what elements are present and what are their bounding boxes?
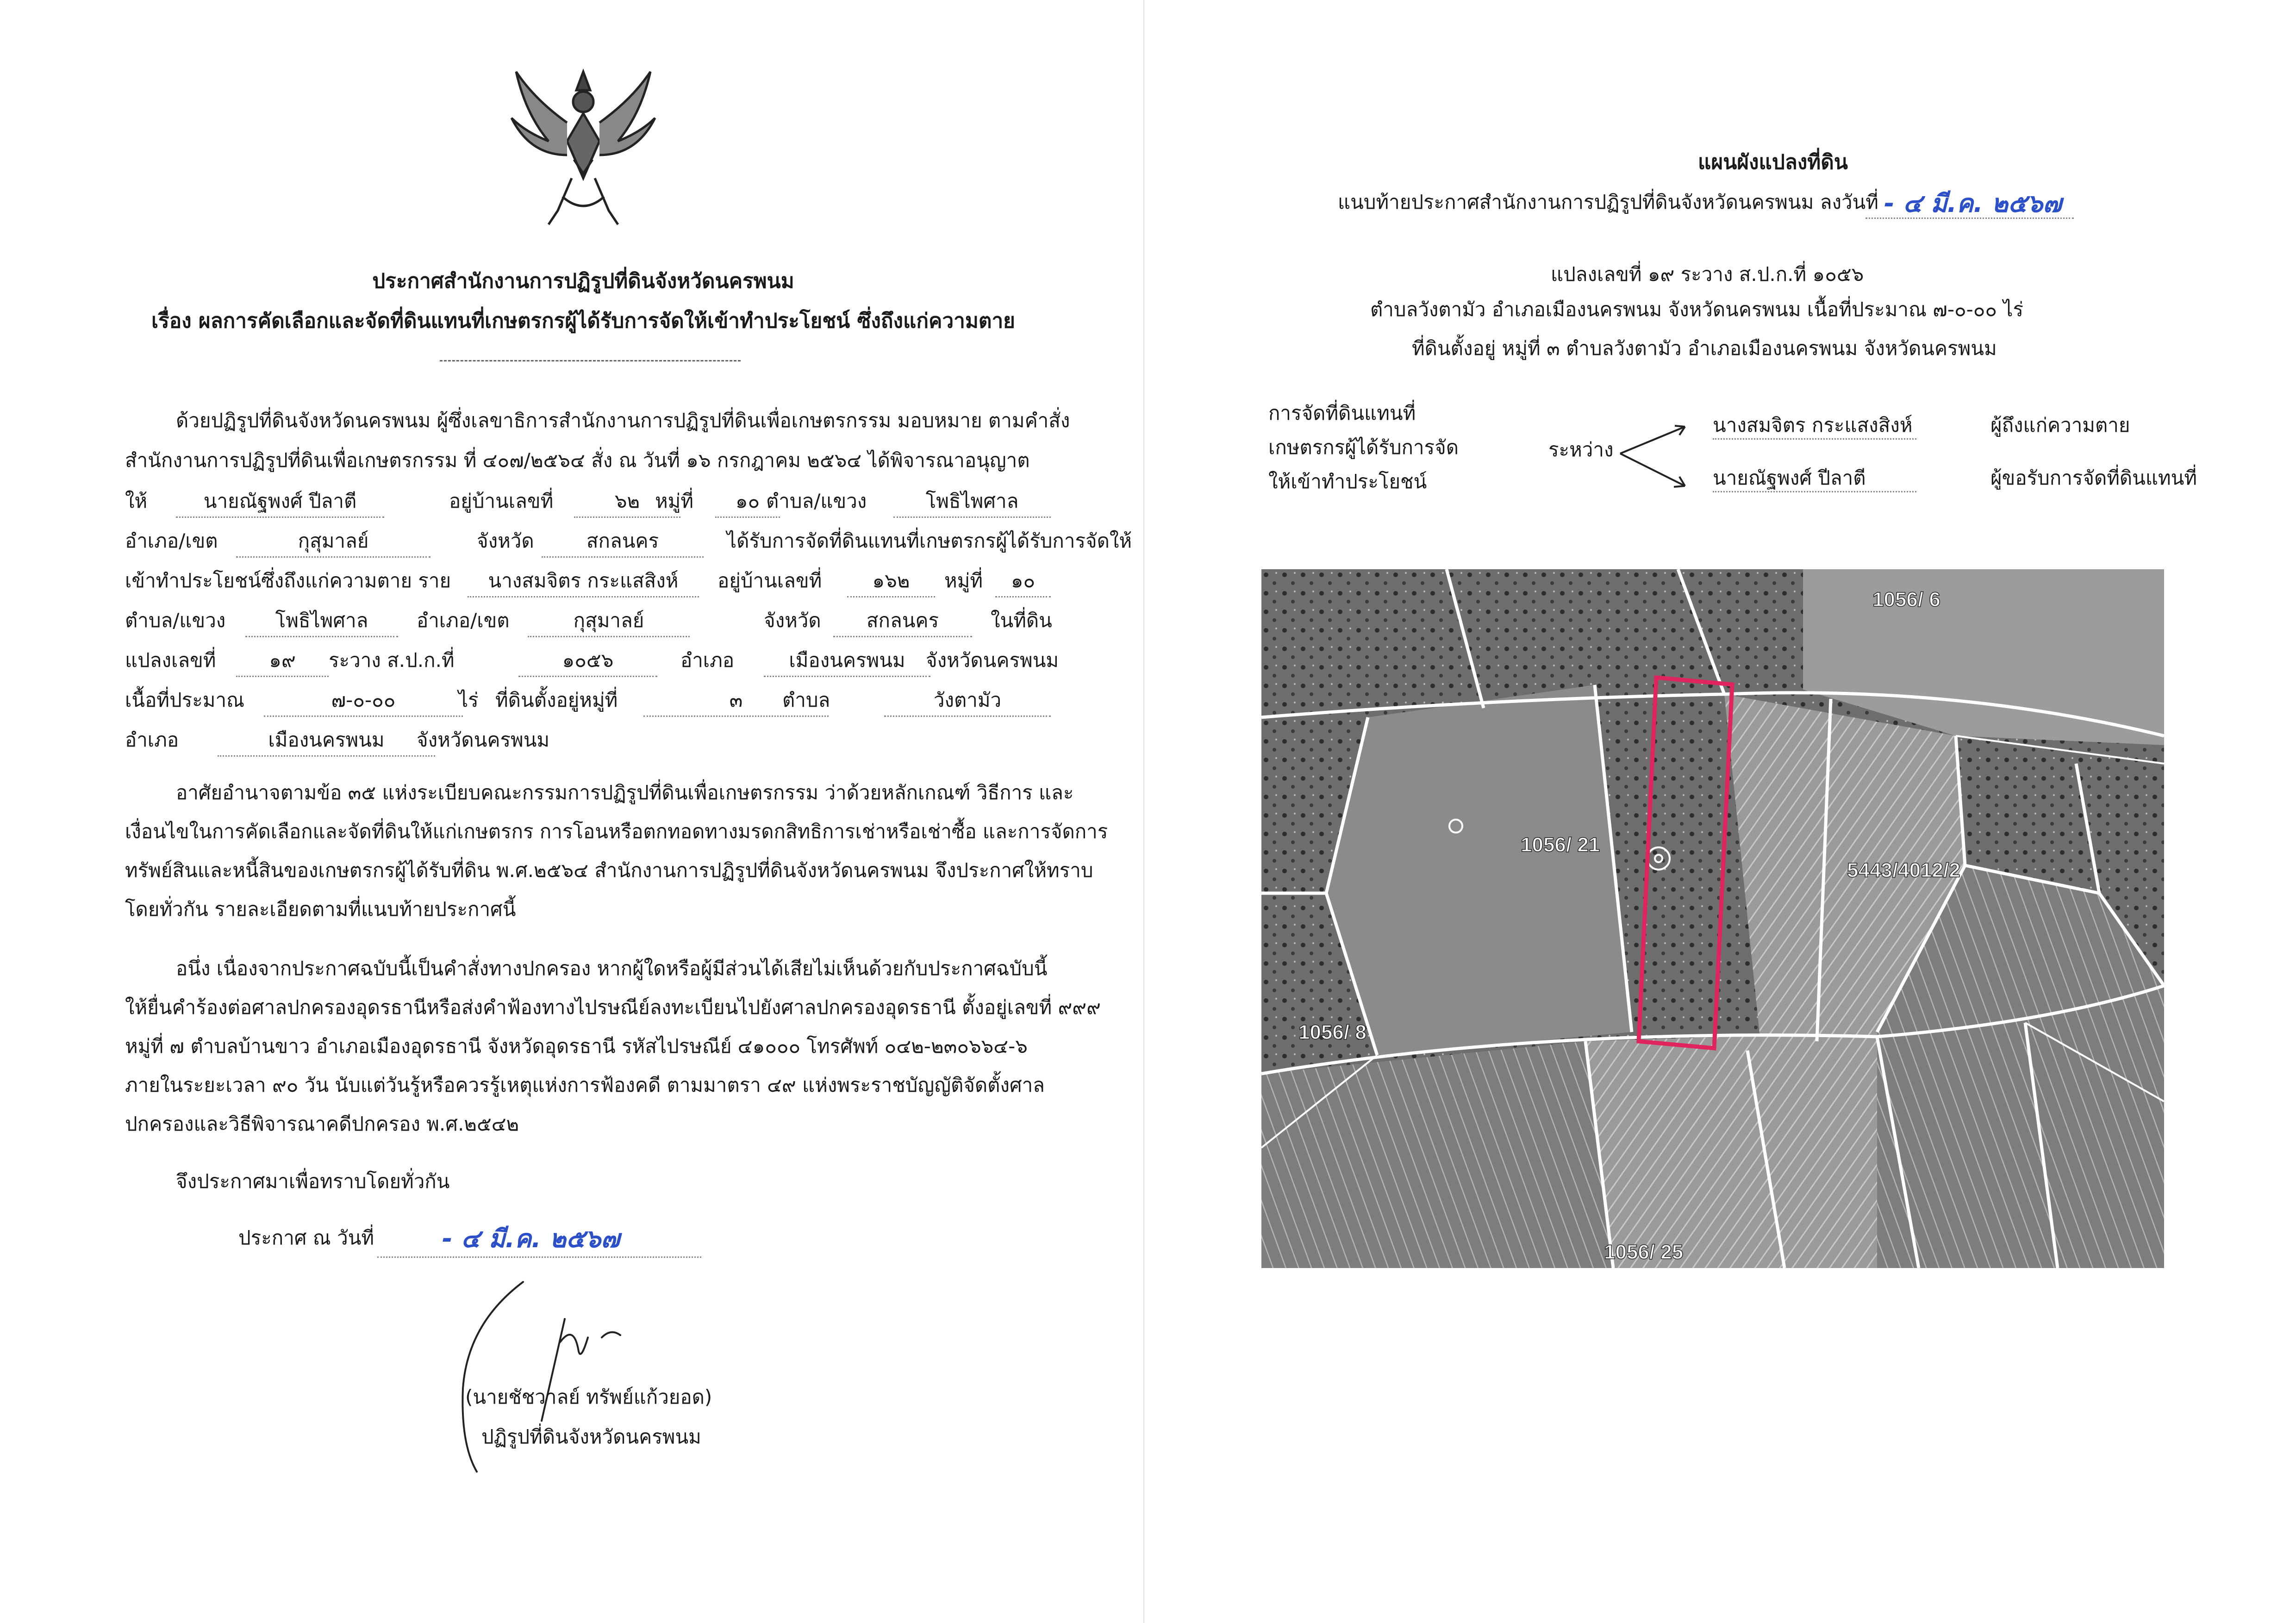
para1-line1: ด้วยปฏิรูปที่ดินจังหวัดนครพนม ผู้ซึ่งเลขาธิการสำนักงานการปฏิรูปที่ดินเพื่อเกษตรกรรม มอบหมาย ตามคำสั่ง — [176, 409, 1070, 432]
applicant-role: ผู้ขอรับการจัดที่ดินแทนที่ — [1990, 466, 2197, 489]
para1-line2: สำนักงานการปฏิรูปที่ดินเพื่อเกษตรกรรม ที่ ๔๐๗/๒๕๖๔ สั่ง ณ วันที่ ๑๖ กรกฎาคม ๒๕๖๔ ได้พิจารณาอนุญาต — [125, 449, 1030, 472]
para3-line5: ปกครองและวิธีพิจารณาคดีปกครอง พ.ศ.๒๕๔๒ — [125, 1113, 519, 1135]
aerial-plot-map — [1261, 569, 2164, 1268]
map-label-5443: 5443/4012/2 — [1847, 859, 1960, 882]
deceased-name: นางสมจิตร กระแสสิงห์ — [468, 566, 699, 597]
allocation-label-3: ให้เข้าทำประโยชน์ — [1268, 470, 1427, 493]
deceased-moo: ๑๐ — [995, 566, 1051, 597]
header-divider — [440, 360, 741, 361]
deceased-amphoe: กุสุมาลย์ — [528, 605, 690, 637]
plot-amphoe-2: เมืองนครพนม — [218, 725, 435, 757]
para3-line1: อนึ่ง เนื่องจากประกาศฉบับนี้เป็นคำสั่งทางปกครอง หากผู้ใดหรือผู้มีส่วนได้เสียไม่เห็นด้วยกับประกาศฉบับนี้ — [176, 957, 1048, 980]
form-line-plot-amphoe: อำเภอ เมืองนครพนม จังหวัดนครพนม — [125, 725, 1051, 752]
para3-line2: ให้ยื่นคำร้องต่อศาลปกครองอุดรธานีหรือส่งคำฟ้องทางไปรษณีย์ลงทะเบียนไปยังศาลปกครองอุดรธานี ตั้งอยู่เลขที่ ๙๙๙ — [125, 996, 1101, 1019]
recipient-tambon: โพธิไพศาล — [893, 486, 1051, 518]
plot-area: ๗-๐-๐๐ — [264, 685, 463, 717]
map-label-1056-6: 1056/ 6 — [1872, 588, 1940, 611]
form-line-plot: แปลงเลขที่ ๑๙ ระวาง ส.ป.ก.ที่ ๑๐๕๖ อำเภอ เมืองนครพนม จังหวัดนครพนม — [125, 645, 1051, 673]
deceased-name-field — [1713, 413, 1916, 440]
deceased-name-handwritten: นางสมจิตร กระแสงสิงห์ — [1713, 414, 1913, 436]
map-label-1056-8: 1056/ 8 — [1298, 1021, 1366, 1044]
page-separator — [1143, 0, 1144, 1623]
plot-sheet-line: แปลงเลขที่ ๑๙ ระวาง ส.ป.ก.ที่ ๑๐๕๖ — [1551, 263, 1864, 286]
form-line-deceased: เข้าทำประโยชน์ซึ่งถึงแก่ความตาย ราย นางสมจิตร กระแสสิงห์ อยู่บ้านเลขที่ ๑๖๒ หมู่ที่ ๑๐ — [125, 566, 1051, 593]
para2-line3: ทรัพย์สินและหนี้สินของเกษตรกรผู้ได้รับที่ดิน พ.ศ.๒๕๖๔ สำนักงานการปฏิรูปที่ดินจังหวัดนครพนม จึงประกาศให้ทราบ — [125, 859, 1093, 882]
deceased-tambon: โพธิไพศาล — [245, 605, 398, 637]
deceased-role: ผู้ถึงแก่ความตาย — [1990, 414, 2130, 436]
form-line-area: เนื้อที่ประมาณ ๗-๐-๐๐ ไร่ ที่ดินตั้งอยู่หมู่ที่ ๓ ตำบล วังตามัว — [125, 685, 1051, 713]
annex-date-handwritten: - ๔ มี.ค. ๒๕๖๗ — [1884, 189, 2062, 218]
form-line-recipient: ให้ นายณัฐพงศ์ ปีลาตี อยู่บ้านเลขที่ ๖๒ หมู่ที่ ๑๐ ตำบล/แขวง โพธิไพศาล — [125, 486, 1051, 514]
garuda-emblem-icon — [507, 62, 660, 234]
form-line-deceased-location: ตำบล/แขวง โพธิไพศาล อำเภอ/เขต กุสุมาลย์ จังหวัด สกลนคร ในที่ดิน — [125, 605, 1051, 633]
deceased-province: สกลนคร — [833, 605, 972, 637]
para2-line4: โดยทั่วกัน รายละเอียดตามที่แนบท้ายประกาศนี้ — [125, 898, 516, 920]
para2-line1: อาศัยอำนาจตามข้อ ๓๕ แห่งระเบียบคณะกรรมการปฏิรูปที่ดินเพื่อเกษตรกรรม ว่าด้วยหลักเกณฑ์ วิธีการ และ — [176, 781, 1074, 804]
plot-location-line: ตำบลวังตามัว อำเภอเมืองนครพนม จังหวัดนครพนม เนื้อที่ประมาณ ๗-๐-๐๐ ไร่ — [1370, 298, 2024, 321]
form-line-recipient-location: อำเภอ/เขต กุสุมาลย์ จังหวัด สกลนคร ได้รับการจัดที่ดินแทนที่เกษตรกรผู้ได้รับการจัดให้ — [125, 526, 1051, 553]
plot-amphoe: เมืองนครพนม — [764, 645, 930, 677]
allocation-label-1: การจัดที่ดินแทนที่ — [1268, 402, 1416, 424]
announce-date-handwritten: - ๔ มี.ค. ๒๕๖๗ — [442, 1224, 620, 1253]
announce-date-label: ประกาศ ณ วันที่ — [238, 1226, 374, 1249]
allocation-label-2: เกษตรกรผู้ได้รับการจัด — [1268, 436, 1459, 459]
branch-arrows-icon — [1616, 417, 1708, 500]
plot-site-line: ที่ดินตั้งอยู่ หมู่ที่ ๓ ตำบลวังตามัว อำเภอเมืองนครพนม จังหวัดนครพนม — [1412, 337, 1997, 360]
recipient-name: นายณัฐพงศ์ ปีลาตี — [176, 486, 384, 518]
signer-name: (นายชัชวาลย์ ทรัพย์แก้วยอด) — [465, 1386, 712, 1408]
signer-title: ปฏิรูปที่ดินจังหวัดนครพนม — [481, 1425, 701, 1448]
para3-line4: ภายในระยะเวลา ๙๐ วัน นับแต่วันรู้หรือควรรู้เหตุแห่งการฟ้องคดี ตามมาตรา ๔๙ แห่งพระราชบัญญัติจัดตั้งศาล — [125, 1074, 1045, 1096]
plot-number: ๑๙ — [236, 645, 329, 677]
plot-tambon: วังตามัว — [884, 685, 1051, 717]
recipient-moo: ๑๐ — [715, 486, 780, 518]
annex-date-field — [1866, 185, 2074, 219]
closing-text: จึงประกาศมาเพื่อทราบโดยทั่วกัน — [176, 1170, 450, 1193]
deceased-house-no: ๑๖๒ — [847, 566, 935, 597]
recipient-amphoe: กุสุมาลย์ — [236, 526, 430, 558]
recipient-province: สกลนคร — [542, 526, 704, 558]
annex-label: แนบท้ายประกาศสำนักงานการปฏิรูปที่ดินจังหวัดนครพนม ลงวันที่ — [1338, 191, 1878, 213]
announce-date-field — [377, 1215, 701, 1258]
announcement-subject: เรื่อง ผลการคัดเลือกและจัดที่ดินแทนที่เกษตรกรผู้ได้รับการจัดให้เข้าทำประโยชน์ ซึ่งถึงแก่ความตาย — [151, 309, 1015, 333]
plot-sheet: ๑๐๕๖ — [518, 645, 657, 677]
map-label-1056-25: 1056/ 25 — [1604, 1241, 1684, 1263]
applicant-name-field — [1713, 466, 1916, 492]
map-label-1056-21: 1056/ 21 — [1521, 833, 1600, 856]
applicant-name-handwritten: นายณัฐพงศ์ ปีลาตี — [1713, 466, 1866, 489]
para3-line3: หมู่ที่ ๗ ตำบลบ้านขาว อำเภอเมืองอุดรธานี จังหวัดอุดรธานี รหัสไปรษณีย์ ๔๑๐๐๐ โทรศัพท์ ๐๔๒-๒๓๐๖๖๔-๖ — [125, 1035, 1028, 1057]
recipient-house-no: ๖๒ — [574, 486, 680, 518]
announcement-header: ประกาศสำนักงานการปฏิรูปที่ดินจังหวัดนครพนม — [372, 269, 794, 293]
plot-map-title: แผนผังแปลงที่ดิน — [1698, 150, 1848, 174]
between-label: ระหว่าง — [1548, 438, 1614, 461]
plot-moo: ๓ — [643, 685, 829, 717]
para2-line2: เงื่อนไขในการคัดเลือกและจัดที่ดินให้แก่เกษตรกร การโอนหรือตกทอดทางมรดกสิทธิการเช่าหรือเช่าซื้อ และการจัดการ — [125, 820, 1108, 843]
